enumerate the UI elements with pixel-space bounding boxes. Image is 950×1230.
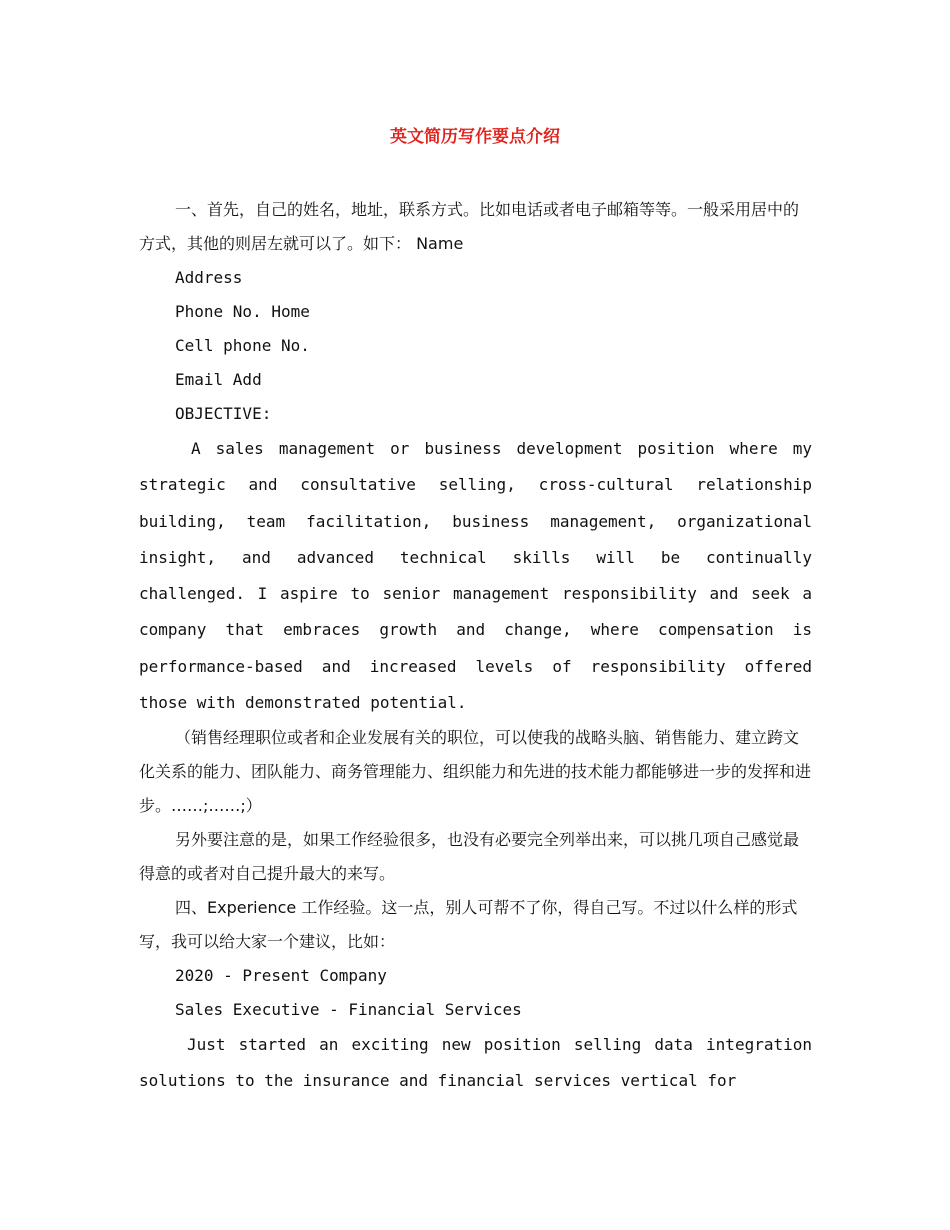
objective-heading: OBJECTIVE:	[175, 404, 272, 423]
experience-period: 2020 - Present Company	[175, 966, 387, 986]
contact-line-phone: Phone No. Home	[175, 302, 310, 321]
intro-paragraph: 一、首先，自己的姓名，地址，联系方式。比如电话或者电子邮箱等等。一般采用居中的方式，其他的则居左就可以了。如下： Name	[139, 200, 800, 253]
document-title: 英文简历写作要点介绍	[390, 127, 560, 147]
contact-line-address: Address	[175, 268, 243, 287]
document-body	[139, 193, 812, 1099]
objective-translation: （销售经理职位或者和企业发展有关的职位，可以使我的战略头脑、销售能力、建立跨文化关系的能力、团队能力、商务管理能力、组织能力和先进的技术能力都能够进一步的发挥和进步。……;……;）	[139, 728, 812, 816]
note-paragraph: 另外要注意的是，如果工作经验很多，也没有必要完全列举出来，可以挑几项自己感觉最得意的或者对自己提升最大的来写。	[139, 830, 800, 884]
experience-intro: 四、Experience 工作经验。这一点，别人可帮不了你，得自己写。不过以什么样的形式写，我可以给大家一个建议，比如：	[139, 898, 798, 952]
contact-line-email: Email Add	[175, 370, 262, 389]
experience-paragraph: Just started an exciting new position selling data integration solutions to the insurance and financial services vertical for	[139, 1035, 812, 1091]
experience-role: Sales Executive - Financial Services	[175, 1000, 522, 1020]
objective-paragraph: A sales management or business development position where my strategic and consultative selling, cross-cultural relationship building, team facilitation, business management, organizational insight, and advanced technical skills will be continually challenged. I aspire to senior management responsibility and seek a company that embraces growth and change, where compensation is performance-based and increased levels of responsibility offered those with demonstrated potential.	[139, 439, 812, 713]
contact-line-cell: Cell phone No.	[175, 336, 310, 355]
